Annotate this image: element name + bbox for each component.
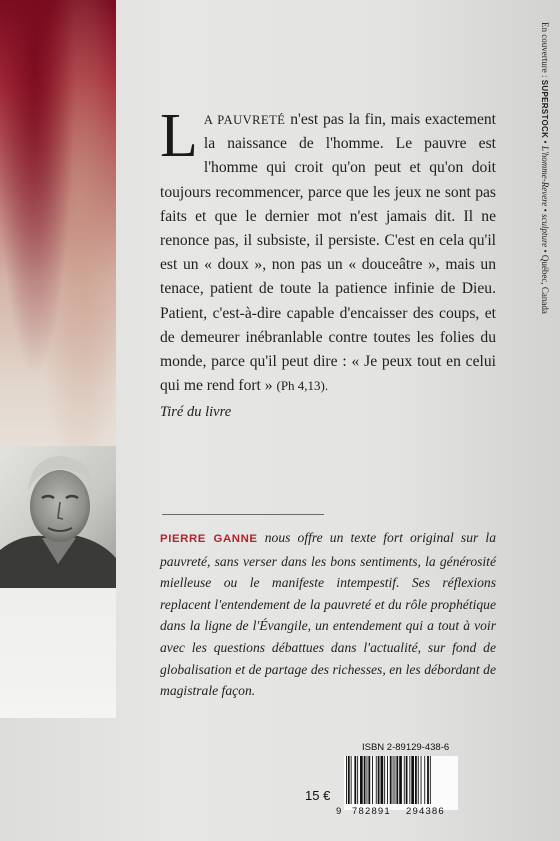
excerpt-quote <box>160 102 497 425</box>
excerpt-body: n'est pas la fin, mais exactement la naissance de l'homme. Le pauvre est l'homme qui croit qu'on peut et qu'on doit toujours recommencer, parce que les jeux ne sont pas faits et que le dernier mot n'est jamais dit. Il ne renonce pas, il subsiste, il persiste. C'est en cela qu'il est un « doux », non pas un « douceâtre », mais un tenace, patient de toute la patience infinie de Dieu. Patient, c'est-à-dire capable d'encaisser des coups, et de demeurer inébranlable contre toutes les folies du monde, parce qu'il peut dire : « Je peux tout en celui qui me rend fort » <box>160 111 497 395</box>
barcode-digit-group-2: 294386 <box>406 806 445 817</box>
credit-separator: • <box>540 206 550 215</box>
author-photo <box>0 446 116 588</box>
strip-bottom-panel <box>0 588 116 718</box>
credit-place: Québec, Canada <box>540 254 550 314</box>
credit-work-title: L'homme-Revere <box>540 145 550 207</box>
credit-separator: • <box>540 247 550 255</box>
credit-agency: SUPERSTOCK <box>540 79 549 139</box>
barcode-digit-group-1: 782891 <box>352 806 391 817</box>
description-text: nous offre un texte fort original sur la pauvreté, sans verser dans les bons sentiments, la générosité mielleuse ou le manifeste intempestif. Ses réflexions replacent l'entendement de la pauvreté et du rôle prophétique dans la ligne de l'Évangile, un entendement qui a tout à voir avec les questions débattues dans l'actualité, sur fond de globalisation et de partage des richesses, en les débordant de magistrale façon. <box>160 530 496 699</box>
credit-work-type: sculpture <box>540 214 550 248</box>
excerpt-source: Tiré du livre <box>160 404 232 421</box>
price-label: 15 € <box>305 788 331 803</box>
cover-credit <box>532 22 554 682</box>
author-name: PIERRE GANNE <box>160 533 258 545</box>
excerpt-lead: A PAUVRETÉ <box>203 113 286 127</box>
drop-cap: L <box>160 102 198 170</box>
barcode-digit-lead: 9 <box>336 806 342 817</box>
credit-separator: • <box>540 138 550 146</box>
book-description <box>160 527 496 702</box>
barcode <box>344 756 458 810</box>
divider-rule <box>162 514 324 515</box>
isbn-number: ISBN 2-89129-438-6 <box>362 742 450 753</box>
excerpt-reference: (Ph 4,13). <box>276 378 329 394</box>
credit-prefix: En couverture : <box>540 22 550 80</box>
